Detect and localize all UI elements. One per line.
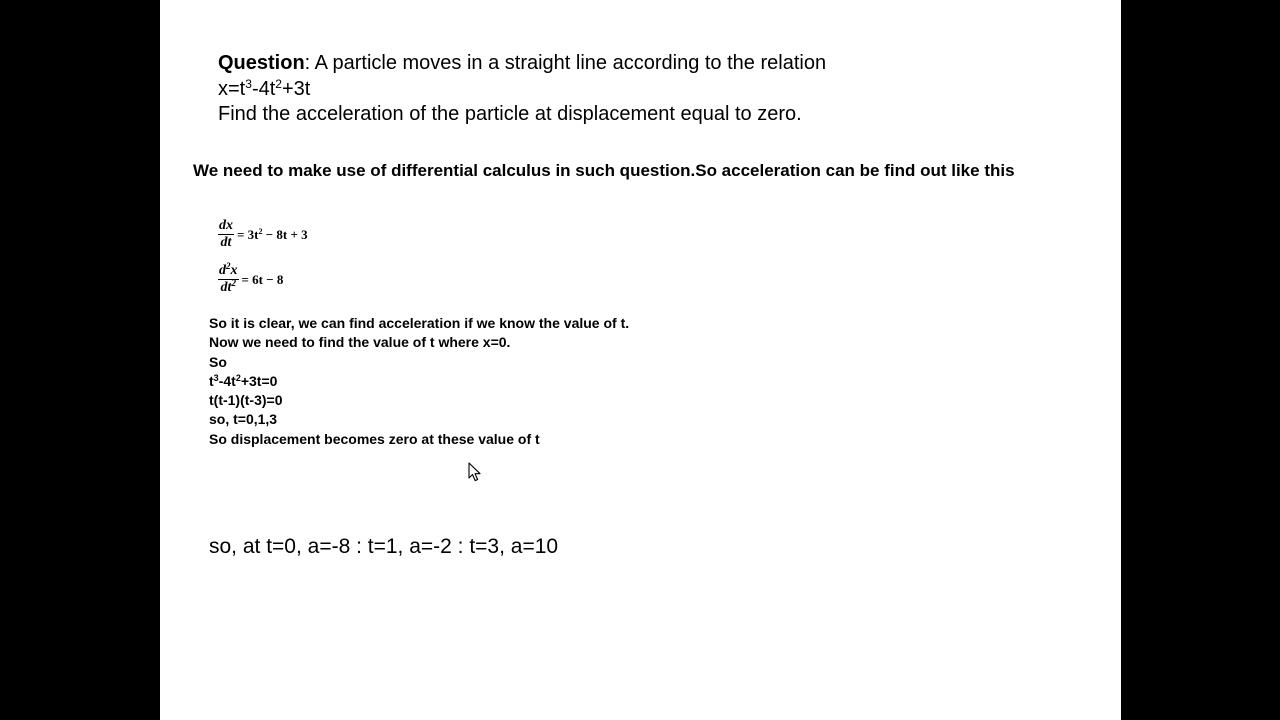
step-line: So xyxy=(209,353,227,370)
step-line: t(t-1)(t-3)=0 xyxy=(209,392,283,409)
solution-steps xyxy=(209,314,629,449)
relation-part: -4t xyxy=(251,77,276,100)
mouse-pointer-icon xyxy=(468,462,482,482)
rhs-part: = 3t xyxy=(237,226,259,242)
relation-exponent: 2 xyxy=(275,76,282,91)
rhs-part: − 8t + 3 xyxy=(262,226,308,242)
relation-exponent: 3 xyxy=(245,76,252,91)
question-text: : A particle moves in a straight line according to the relation xyxy=(304,52,827,74)
step-line: So it is clear, we can find acceleration if we know the value of t. xyxy=(209,315,630,331)
first-derivative-fraction xyxy=(218,218,234,251)
fraction-numerator: dx xyxy=(219,218,233,233)
step-line: So displacement becomes zero at these value of t xyxy=(209,430,540,447)
fraction-denominator: dt xyxy=(220,235,232,250)
second-derivative-fraction xyxy=(218,263,239,296)
question-block xyxy=(218,51,826,128)
relation-part: +3t xyxy=(281,77,311,100)
second-derivative-equation xyxy=(218,263,283,296)
equation-rhs xyxy=(237,227,308,243)
numerator-exponent: 2 xyxy=(226,261,231,271)
step-line-equation xyxy=(209,372,629,391)
question-ask: Find the acceleration of the particle at displacement equal to zero. xyxy=(218,103,802,125)
rhs-exponent: 2 xyxy=(258,226,263,236)
fraction-denominator xyxy=(220,280,237,296)
denominator-part: dt xyxy=(220,280,232,295)
numerator-part: d xyxy=(219,263,226,278)
slide xyxy=(160,0,1121,720)
denominator-exponent: 2 xyxy=(231,278,236,288)
step-line: so, t=0,1,3 xyxy=(209,411,278,428)
step-line: Now we need to find the value of t where x=0. xyxy=(209,334,511,351)
numerator-part: x xyxy=(230,263,238,278)
intro-text: We need to make use of differential calculus in such question.So acceleration can be find out like this xyxy=(193,161,1015,180)
equation-rhs: = 6t − 8 xyxy=(241,271,284,287)
question-line xyxy=(218,51,826,77)
equation-part: -4t xyxy=(218,372,236,389)
question-label: Question xyxy=(218,52,305,74)
final-answer: so, at t=0, a=-8 : t=1, a=-2 : t=3, a=10 xyxy=(209,535,559,558)
equation-exponent: 2 xyxy=(235,372,241,383)
relation-part: x=t xyxy=(218,77,246,100)
relation-line xyxy=(218,77,826,103)
equation-exponent: 3 xyxy=(213,372,219,383)
equation-part: t xyxy=(209,372,214,389)
equation-part: +3t=0 xyxy=(240,372,278,389)
first-derivative-equation xyxy=(218,218,308,251)
